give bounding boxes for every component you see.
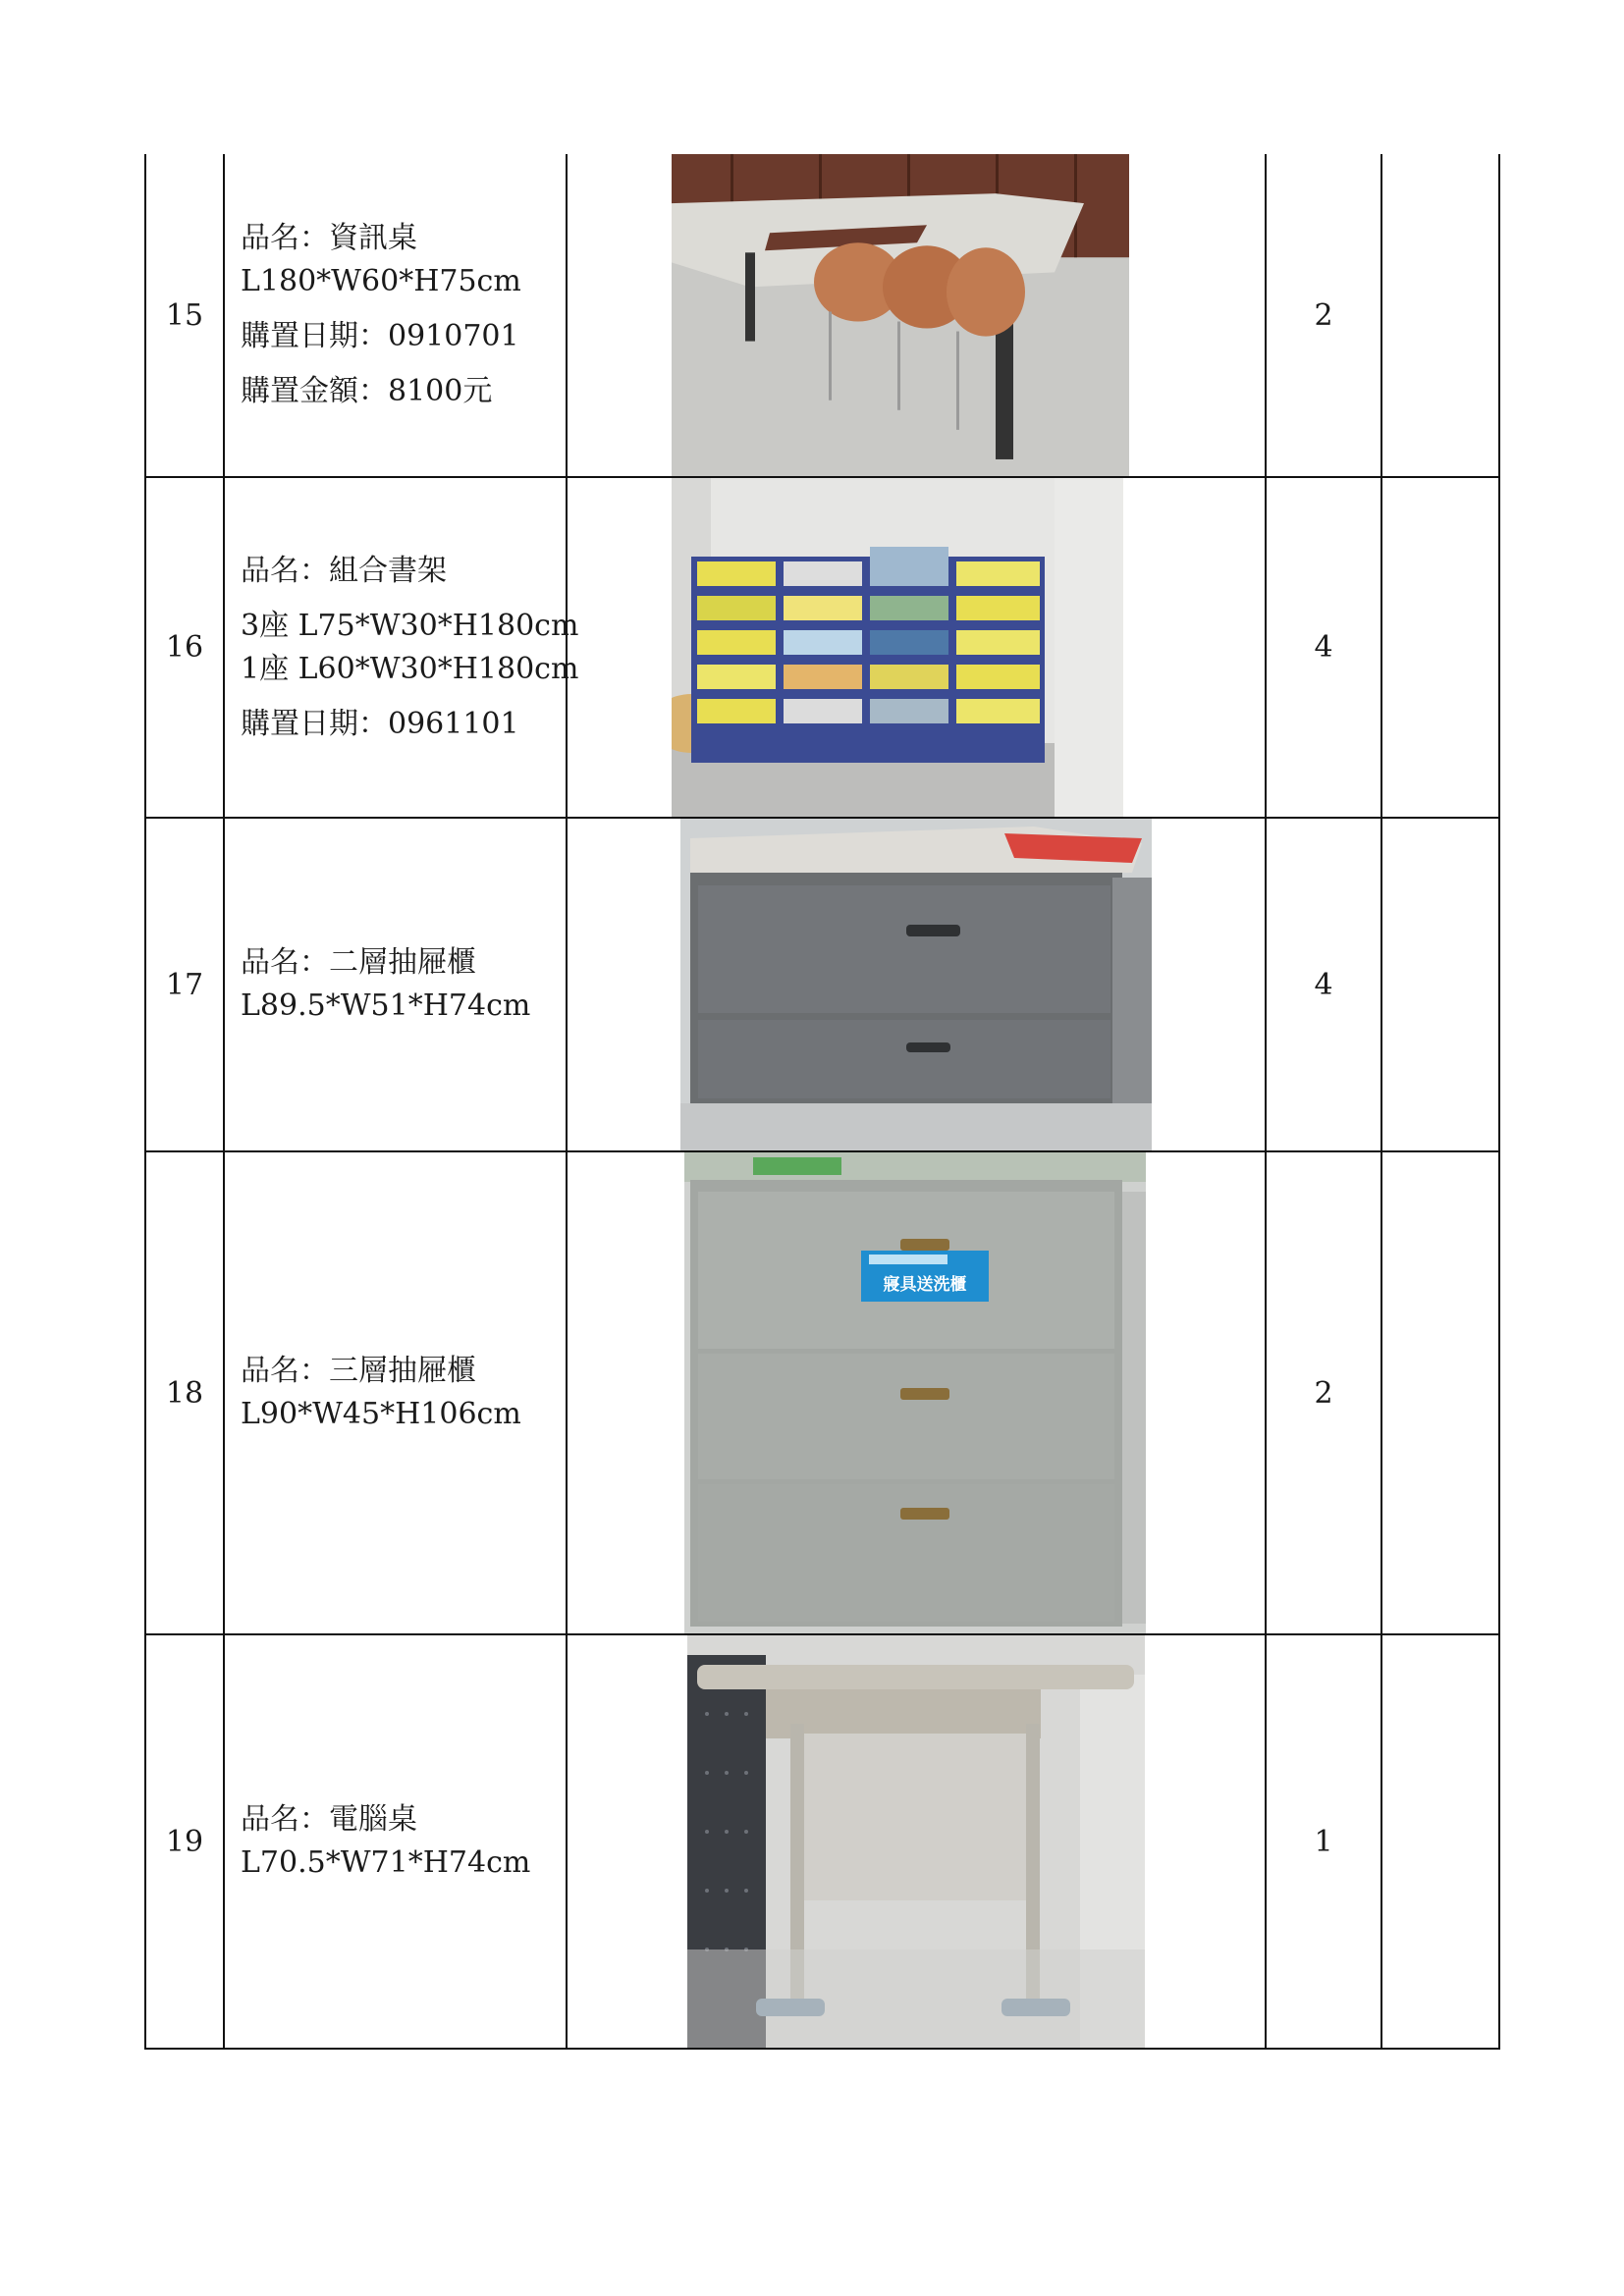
three-drawer-cabinet-photo — [684, 1152, 1146, 1633]
item-remark — [1381, 1634, 1499, 2049]
item-purchase-amount: 購置金額：8100元 — [241, 374, 493, 408]
item-description — [224, 477, 579, 818]
item-quantity: 4 — [1266, 818, 1381, 1151]
item-size: L89.5*W51*H74cm — [241, 988, 531, 1023]
item-quantity: 4 — [1266, 477, 1381, 818]
item-size: 1座 L60*W30*H180cm — [241, 651, 579, 686]
item-size: 3座 L75*W30*H180cm — [241, 608, 579, 643]
item-number: 18 — [145, 1151, 224, 1634]
photo-cell — [567, 1634, 1266, 2049]
table-row — [145, 818, 1499, 1151]
table-row — [145, 477, 1499, 818]
item-quantity: 2 — [1266, 154, 1381, 477]
item-name: 品名：資訊桌 — [241, 221, 417, 255]
item-name: 品名：三層抽屜櫃 — [241, 1354, 476, 1388]
computer-desk-photo — [687, 1635, 1145, 2048]
item-remark — [1381, 477, 1499, 818]
item-number: 17 — [145, 818, 224, 1151]
item-name: 品名：二層抽屜櫃 — [241, 945, 476, 980]
item-remark — [1381, 818, 1499, 1151]
item-name: 品名：電腦桌 — [241, 1802, 417, 1837]
asset-table — [144, 154, 1500, 2050]
item-description — [224, 154, 567, 477]
item-number: 16 — [145, 477, 224, 818]
photo-cell — [567, 154, 1266, 477]
item-quantity: 2 — [1266, 1151, 1381, 1634]
item-remark — [1381, 1151, 1499, 1634]
item-purchase-date: 購置日期：0910701 — [241, 319, 519, 353]
item-number: 15 — [145, 154, 224, 477]
table-row — [145, 154, 1499, 477]
bookshelves-photo — [672, 478, 1123, 817]
item-remark — [1381, 154, 1499, 477]
item-purchase-date: 購置日期：0961101 — [241, 706, 519, 741]
item-description — [224, 1634, 567, 2049]
table-row — [145, 1634, 1499, 2049]
photo-cell — [567, 818, 1266, 1151]
item-size: L180*W60*H75cm — [241, 264, 521, 298]
item-size: L70.5*W71*H74cm — [241, 1845, 531, 1880]
cabinet-sign-label: 寢具送洗櫃 — [883, 1275, 967, 1295]
item-quantity: 1 — [1266, 1634, 1381, 2049]
item-description — [224, 1151, 567, 1634]
item-name: 品名：組合書架 — [241, 553, 447, 588]
item-size: L90*W45*H106cm — [241, 1397, 521, 1431]
photo-cell — [567, 1151, 1266, 1634]
photo-cell — [567, 477, 1266, 818]
item-description — [224, 818, 567, 1151]
two-drawer-cabinet-photo — [680, 819, 1152, 1150]
table-row — [145, 1151, 1499, 1634]
computer-desks-with-chairs-photo — [672, 154, 1129, 476]
item-number: 19 — [145, 1634, 224, 2049]
